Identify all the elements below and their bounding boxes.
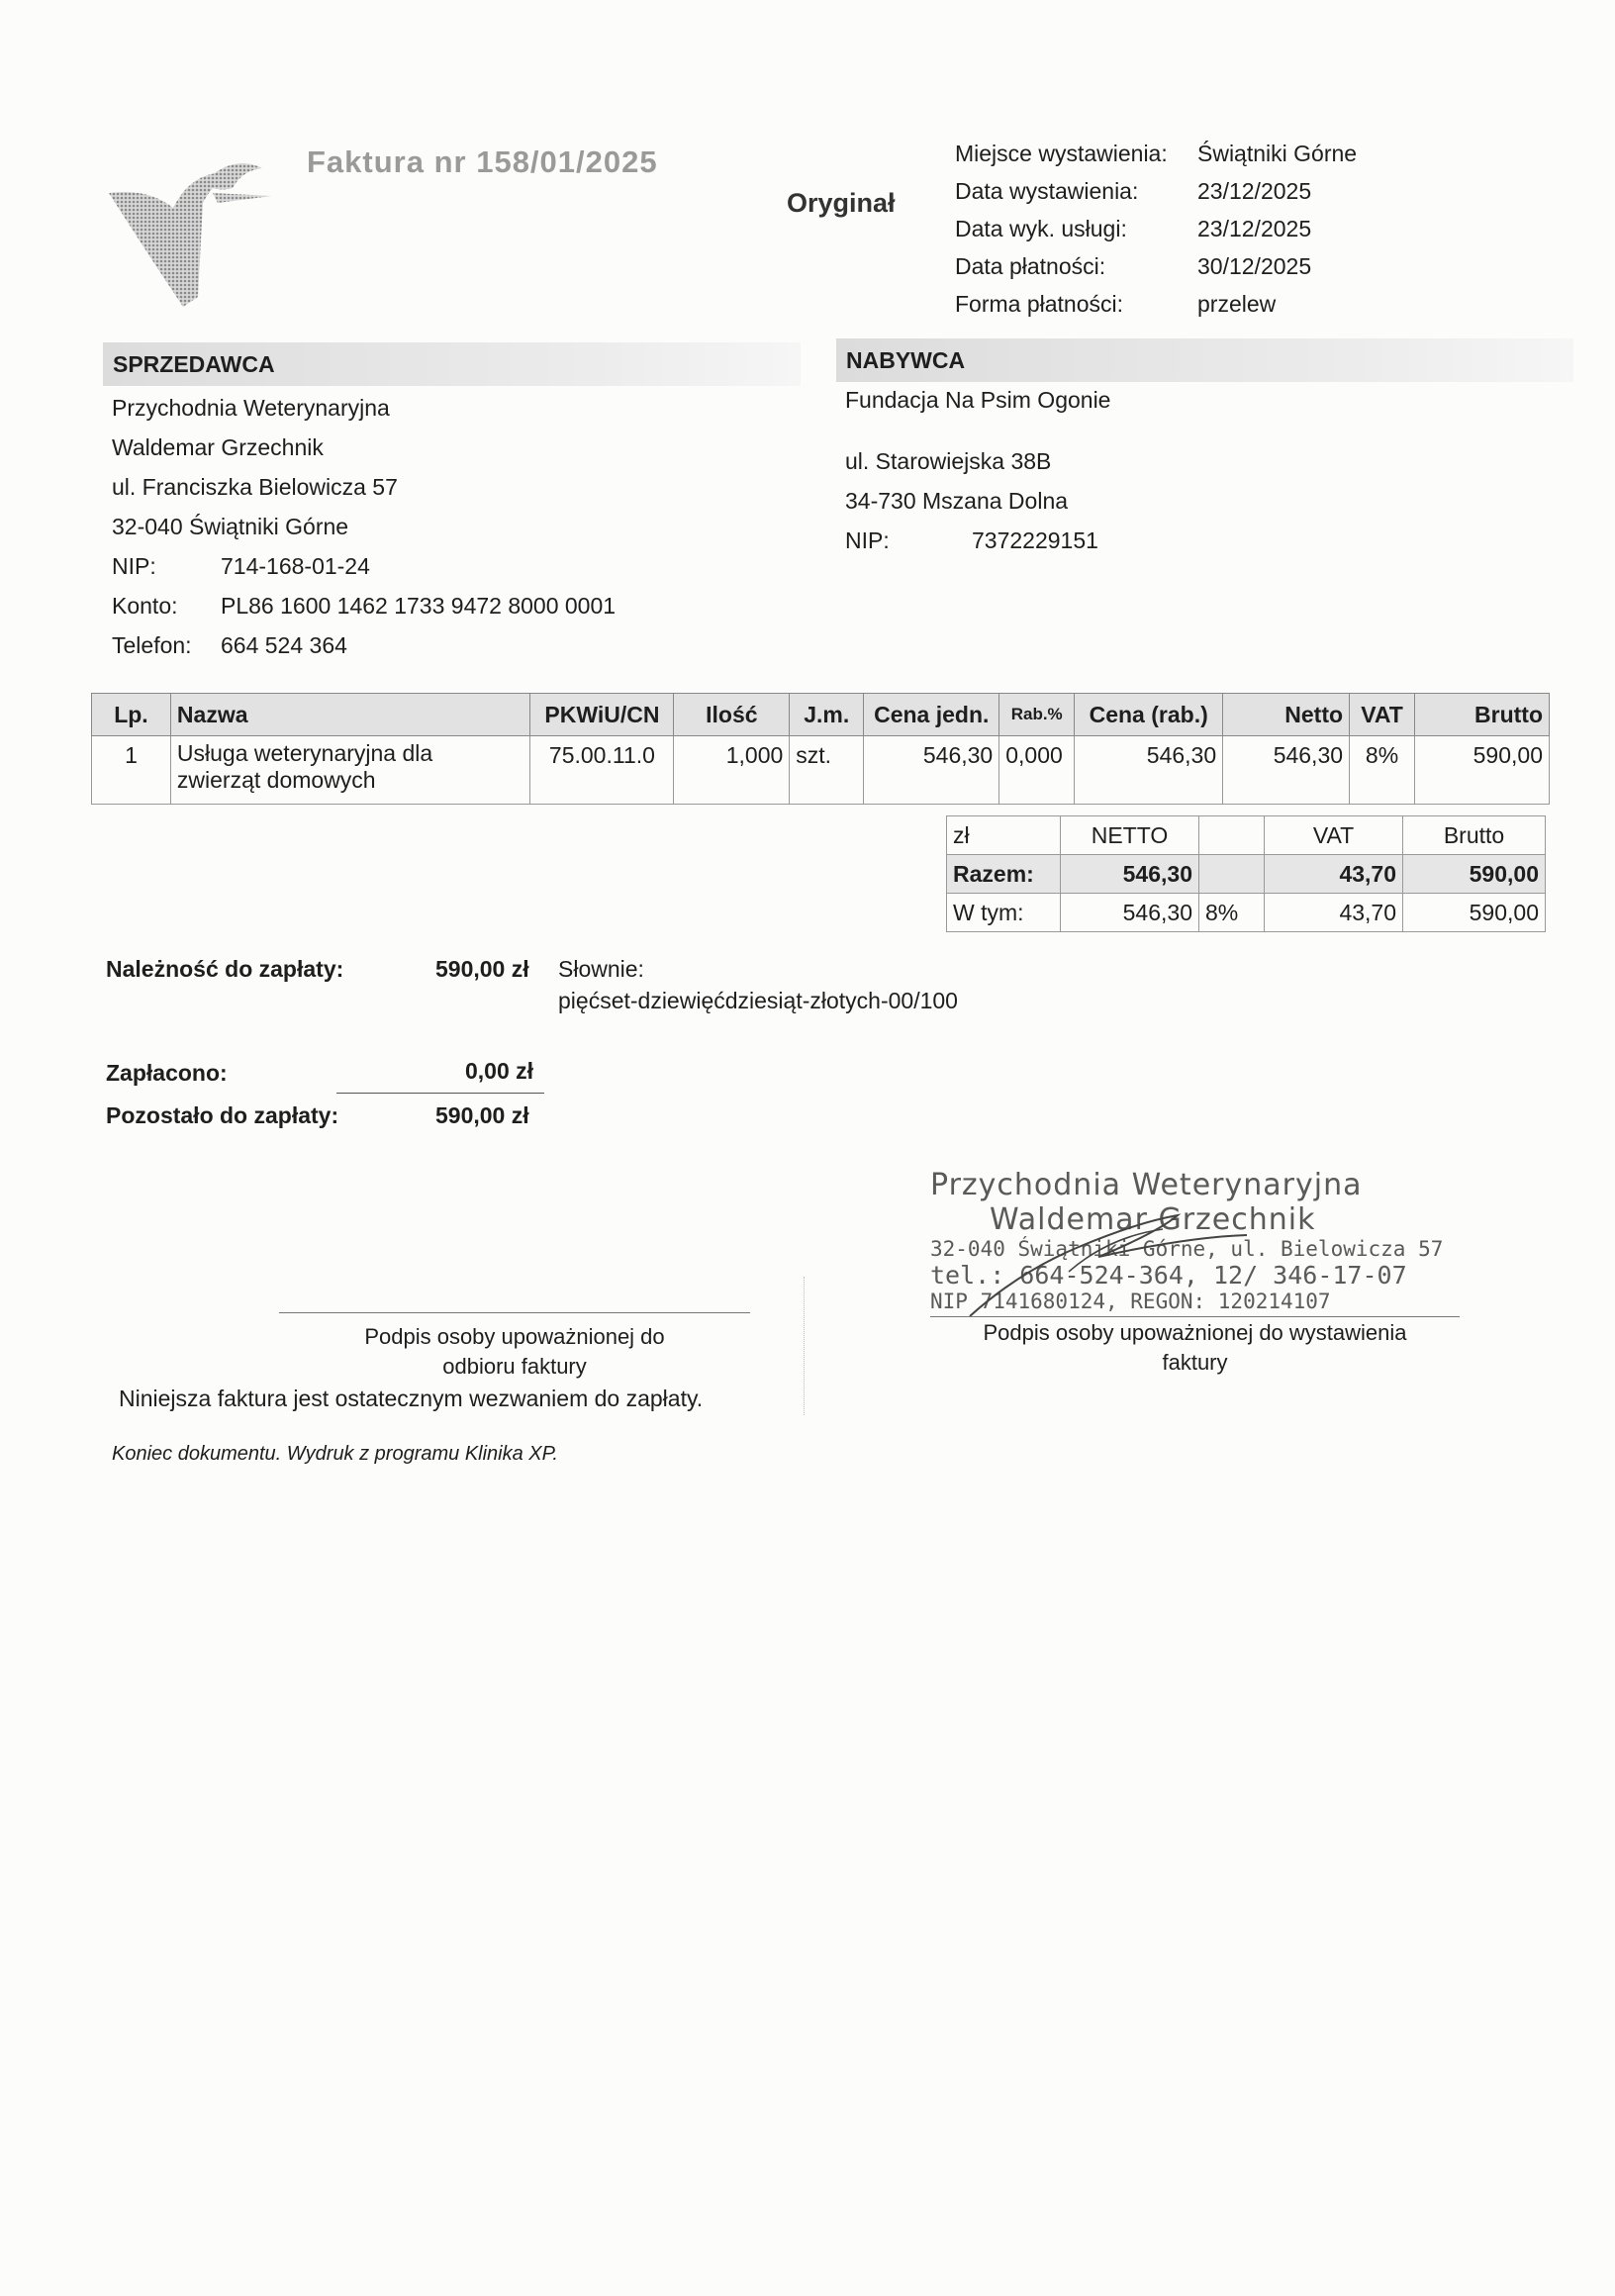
meta-row-payment-method [955, 285, 1357, 323]
meta-row-payment-date [955, 247, 1357, 285]
seller-phone-row [112, 625, 616, 665]
summary-header-row [947, 816, 1546, 855]
buyer-details [845, 380, 1110, 560]
col-header-netto: Netto [1223, 694, 1350, 736]
signature-right-line-2: faktury [1162, 1350, 1228, 1375]
seller-name-1: Przychodnia Weterynaryjna [112, 395, 390, 421]
signature-left-line-1: Podpis osoby upoważnionej do [364, 1324, 665, 1349]
buyer-nip-label: NIP: [845, 527, 890, 553]
meta-label: Forma płatności: [955, 291, 1124, 317]
words-value: pięćset-dziewięćdziesiąt-złotych-00/100 [558, 988, 958, 1013]
summary-breakdown-netto: 546,30 [1061, 894, 1199, 932]
vat-summary-table [946, 815, 1546, 932]
signature-right-caption [920, 1318, 1470, 1378]
summary-breakdown-row [947, 894, 1546, 932]
col-header-vat: VAT [1350, 694, 1415, 736]
seller-nip: 714-168-01-24 [221, 553, 370, 579]
items-table [91, 693, 1550, 805]
cell-rabat: 0,000 [999, 736, 1075, 805]
paid-value: 0,00 zł [465, 1058, 534, 1084]
summary-currency: zł [947, 816, 1061, 855]
table-row [92, 736, 1550, 805]
summary-breakdown-brutto: 590,00 [1403, 894, 1546, 932]
summary-header-netto: NETTO [1061, 816, 1199, 855]
amount-due-value: 590,00 zł [435, 956, 529, 982]
cell-lp: 1 [92, 736, 171, 805]
end-of-document-note: Koniec dokumentu. Wydruk z programu Klinika XP. [112, 1443, 558, 1465]
clinic-logo-icon [104, 148, 272, 317]
seller-details [112, 388, 616, 665]
seller-konto-label: Konto: [112, 593, 178, 619]
paid-label: Zapłacono: [106, 1060, 228, 1086]
meta-row-place [955, 135, 1357, 172]
cell-brutto: 590,00 [1415, 736, 1550, 805]
seller-nip-row [112, 546, 616, 586]
stamp-line-5: NIP 7141680124, REGON: 120214107 [930, 1290, 1331, 1313]
paid-underline [336, 1093, 544, 1094]
words-label: Słownie: [558, 956, 644, 982]
summary-total-row [947, 855, 1546, 894]
summary-header-brutto: Brutto [1403, 816, 1546, 855]
col-header-rabat: Rab.% [999, 694, 1075, 736]
cell-cena-rab: 546,30 [1075, 736, 1223, 805]
stamp-line-3: 32-040 Świątniki Górne, ul. Bielowicza 57 [930, 1237, 1444, 1261]
remaining-label: Pozostało do zapłaty: [106, 1102, 339, 1128]
stamp-line-4: tel.: 664-524-364, 12/ 346-17-07 [930, 1261, 1407, 1290]
signature-left-line-2: odbioru faktury [442, 1354, 587, 1379]
signature-line-left [279, 1312, 750, 1313]
meta-label: Data wystawienia: [955, 178, 1139, 204]
col-header-cena: Cena jedn. [864, 694, 999, 736]
meta-value: 30/12/2025 [1197, 253, 1312, 279]
handwritten-signature [950, 1178, 1326, 1326]
final-notice: Niniejsza faktura jest ostatecznym wezwaniem do zapłaty. [119, 1386, 704, 1411]
col-header-lp: Lp. [92, 694, 171, 736]
summary-total-netto: 546,30 [1061, 855, 1199, 894]
cell-nazwa-line1: Usługa weterynaryjna dla [176, 740, 433, 766]
stamp-line-2: Waldemar Grzechnik [990, 1202, 1316, 1237]
cell-nazwa-line2: zwierząt domowych [176, 767, 376, 793]
summary-header-vat: VAT [1265, 816, 1403, 855]
buyer-city: 34-730 Mszana Dolna [845, 488, 1069, 514]
cell-pkwiu: 75.00.11.0 [530, 736, 674, 805]
buyer-name: Fundacja Na Psim Ogonie [845, 387, 1111, 413]
amount-due-label: Należność do zapłaty: [106, 956, 344, 982]
seller-heading: SPRZEDAWCA [103, 342, 801, 386]
cell-vat: 8% [1350, 736, 1415, 805]
meta-label: Data płatności: [955, 253, 1106, 279]
meta-value: przelew [1197, 291, 1277, 317]
seller-street: ul. Franciszka Bielowicza 57 [112, 474, 398, 500]
meta-label: Miejsce wystawienia: [955, 141, 1168, 166]
col-header-ilosc: Ilość [674, 694, 790, 736]
meta-value: 23/12/2025 [1197, 216, 1312, 241]
signature-line-right [930, 1316, 1460, 1317]
meta-row-service-date [955, 210, 1357, 247]
items-header-row [92, 694, 1550, 736]
summary-total-brutto: 590,00 [1403, 855, 1546, 894]
invoice-title: Faktura nr 158/01/2025 [307, 144, 658, 179]
seller-phone-label: Telefon: [112, 632, 192, 658]
invoice-meta [955, 135, 1357, 323]
amount-in-words [558, 953, 958, 1016]
col-header-brutto: Brutto [1415, 694, 1550, 736]
summary-breakdown-vat: 43,70 [1265, 894, 1403, 932]
summary-total-vat: 43,70 [1265, 855, 1403, 894]
buyer-street: ul. Starowiejska 38B [845, 448, 1052, 474]
buyer-heading: NABYWCA [836, 338, 1573, 382]
seller-konto: PL86 1600 1462 1733 9472 8000 0001 [221, 593, 617, 619]
col-header-pkwiu: PKWiU/CN [530, 694, 674, 736]
buyer-nip: 7372229151 [972, 527, 1098, 553]
signature-right-line-1: Podpis osoby upoważnionej do wystawienia [983, 1320, 1407, 1345]
seller-konto-row [112, 586, 616, 625]
seller-name-2: Waldemar Grzechnik [112, 434, 324, 460]
col-header-jm: J.m. [790, 694, 864, 736]
summary-breakdown-rate: 8% [1199, 894, 1265, 932]
seller-city: 32-040 Świątniki Górne [112, 514, 349, 539]
meta-value: 23/12/2025 [1197, 178, 1312, 204]
meta-value: Świątniki Górne [1197, 141, 1358, 166]
signature-divider [804, 1277, 805, 1415]
remaining-value: 590,00 zł [435, 1102, 529, 1128]
seller-nip-label: NIP: [112, 553, 156, 579]
col-header-cena-rab: Cena (rab.) [1075, 694, 1223, 736]
cell-ilosc: 1,000 [674, 736, 790, 805]
seller-phone: 664 524 364 [221, 632, 347, 658]
cell-netto: 546,30 [1223, 736, 1350, 805]
summary-total-label: Razem: [947, 855, 1061, 894]
buyer-nip-row [845, 521, 1110, 560]
summary-breakdown-label: W tym: [947, 894, 1061, 932]
cell-jm: szt. [790, 736, 864, 805]
meta-row-issue-date [955, 172, 1357, 210]
signature-left-caption [279, 1322, 750, 1382]
meta-label: Data wyk. usługi: [955, 216, 1127, 241]
col-header-nazwa: Nazwa [170, 694, 530, 736]
copy-label: Oryginał [787, 188, 896, 218]
stamp-line-1: Przychodnia Weterynaryjna [930, 1168, 1363, 1202]
cell-nazwa [170, 736, 530, 805]
cell-cena: 546,30 [864, 736, 999, 805]
